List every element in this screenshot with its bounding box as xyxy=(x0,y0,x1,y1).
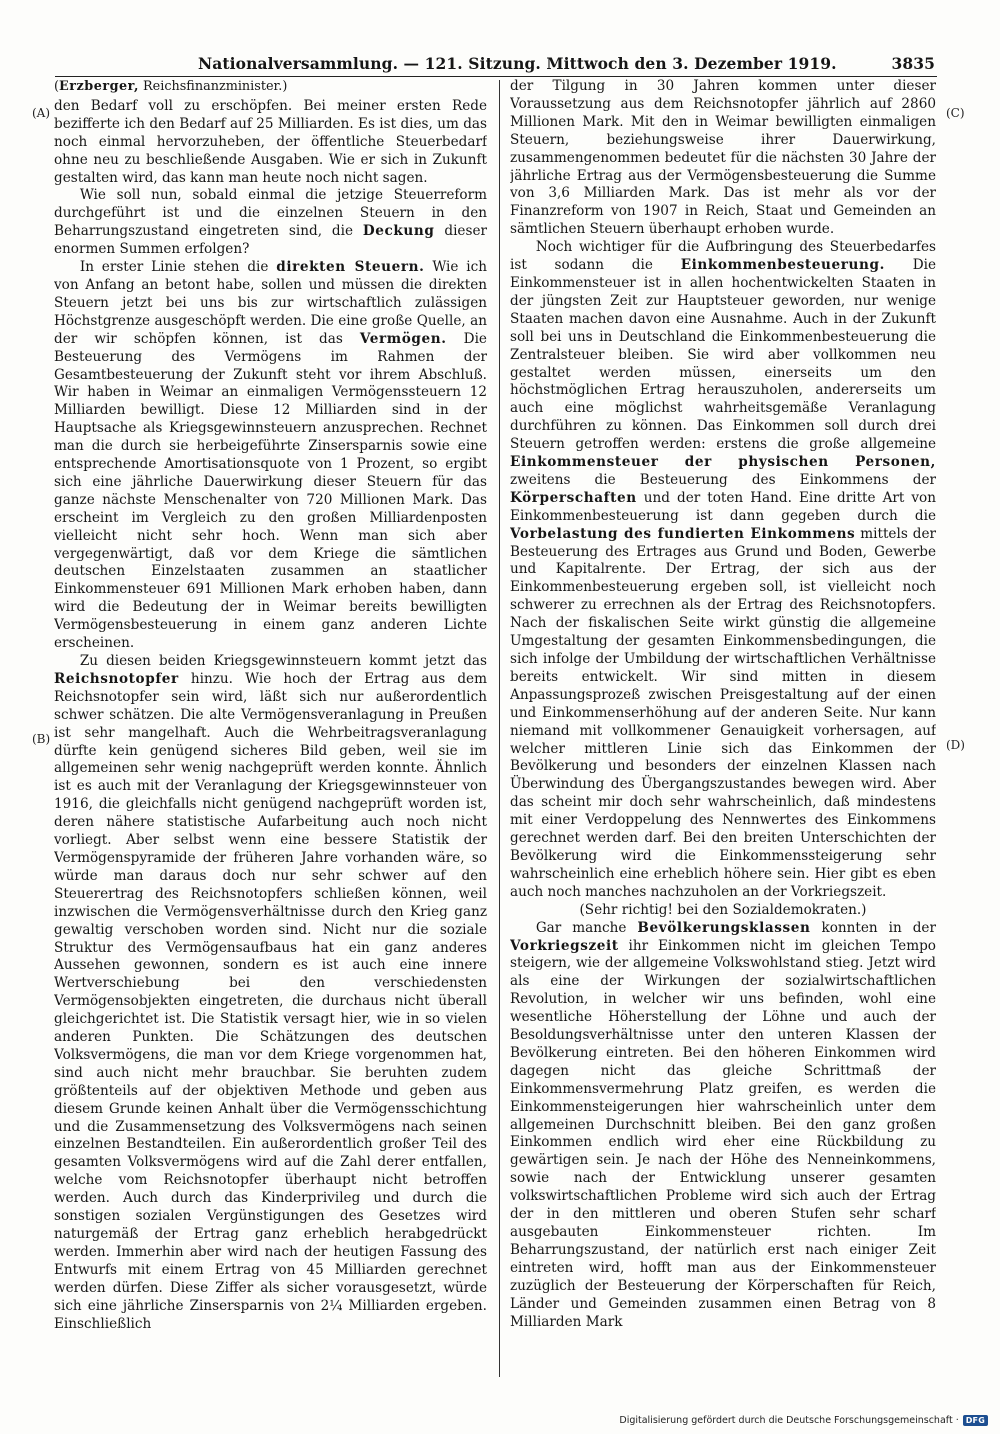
left-column xyxy=(54,78,487,1381)
header-rule xyxy=(55,76,937,77)
margin-marker-d: (D) xyxy=(946,738,965,752)
dfg-logo: DFG xyxy=(963,1415,988,1426)
page-header xyxy=(190,54,935,76)
emphasis: Bevölkerungsklassen xyxy=(637,919,811,936)
emphasis: Deckung xyxy=(362,223,435,240)
right-column xyxy=(510,78,936,1381)
paragraph: Gar manche Bevölkerungsklassen konnten in der Vorkriegszeit ihr Einkommen nicht im gleichen Tempo steigern, wie der allgemeine Volkswohlstand stieg. Jetzt wird als eine der Wirkungen der sozialwirtschaftlichen Revolution, in welcher wir uns befinden, wohl eine wesentliche Höherstellung der Löhne und auch der Besoldungsverhältnisse unter den unteren Klassen der Bevölkerung eintreten. Bei den höheren Einkommen wird dagegen nicht das gleiche Schrittmaß der Einkommensvermehrung Platz greifen, es werden die Einkommensteigerungen hier wahrscheinlich unter dem allgemeinen Durchschnitt bleiben. Bei den ganz großen Einkommen endlich wird eher eine Rückbildung zu gewärtigen sein. Je nach der Höhe des Nenneinkommens, sowie nach der Entwicklung unserer gesamten volkswirtschaftlichen Probleme wird sich auch der Ertrag der in den mittleren und oberen Stufen sehr scharf ausgebauten Einkommensteuer richten. Im Beharrungszustand, der natürlich erst nach einiger Zeit eintreten wird, hofft man aus der Einkommensteuer zuzüglich der Besteuerung der Körperschaften für Reich, Länder und Gemeinden zusammen einen Betrag von 8 Milliarden Mark xyxy=(510,919,936,1330)
paragraph: den Bedarf voll zu erschöpfen. Bei meiner ersten Rede bezifferte ich den Bedarf auf 25 Milliarden. Es ist dies, um das noch einmal hervorzuheben, der öffentliche Steuerbedarf ohne neu zu beschließende Ausgaben. Wie er sich in Zukunft gestalten wird, das kann man heute noch nicht sagen. xyxy=(54,97,487,186)
column-divider xyxy=(499,80,500,1377)
paragraph: In erster Linie stehen die direkten Steuern. Wie ich von Anfang an betont habe, sollen und müssen die direkten Steuern jetzt bei uns bis zur wirtschaftlich zulässigen Höchstgrenze ausgeschöpft werden. Die eine große Quelle, an der wir schöpfen können, ist das Vermögen. Die Besteuerung des Vermögens im Rahmen der Gesamtbesteuerung der Zukunft steht vor ihrem Abschluß. Wir haben in Weimar an einmaligen Vermögenssteuern 12 Milliarden bewilligt. Diese 12 Milliarden sind in der Hauptsache als Kriegsgewinnsteuern anzusprechen. Rechnet man die durch sie herbeigeführte Zinsersparnis sowie eine entsprechende Amortisationsquote von 1 Prozent, so ergibt sich eine jährliche Dauerwirkung dieser Steuern für das ganze nächste Menschenalter von 720 Millionen Mark. Das erscheint im Vergleich zu den großen Milliardenposten vielleicht nicht sehr hoch. Wenn man sich aber vergegenwärtigt, daß vor dem Kriege die sämtlichen deutschen Einzelstaaten zusammen an staatlicher Einkommensteuer 691 Millionen Mark erhoben haben, dann wird die Bedeutung der in Weimar bereits bewilligten Vermögensbesteuerung in einem ganz anderen Lichte erscheinen. xyxy=(54,259,487,652)
speaker-name: Erzberger, xyxy=(59,79,139,94)
emphasis: direkten Steuern. xyxy=(276,259,425,276)
paragraph: Zu diesen beiden Kriegsgewinnsteuern kommt jetzt das Reichsnotopfer hinzu. Wie hoch der Ertrag aus dem Reichsnotopfer sein wird, läßt sich nur außerordentlich schwer schätzen. Die alte Vermögensveranlagung in Preußen ist sehr mangelhaft. Auch die Wehrbeitragsveranlagung dürfte kein genügend sicheres Bild geben, weil sie im allgemeinen sehr wenig nachgeprüft werden konnte. Ähnlich ist es auch mit der Veranlagung der Kriegsgewinnsteuer von 1916, die gleichfalls nicht genügend nachgeprüft worden ist, deren nähere statistische Aufarbeitung auch noch nicht vorliegt. Aber selbst wenn eine bessere Statistik der Vermögenspyramide der früheren Jahre vorhanden wäre, so würde man daraus doch nur sehr schwer auf den Steuerertrag des Reichsnotopfers schließen können, weil inzwischen die Vermögensverhältnisse durch den Krieg ganz gewaltig verschoben worden sind. Nicht nur die soziale Struktur des Vermögensaufbaus hat ein ganz anderes Aussehen gewonnen, sondern es ist auch eine innere Wertverschiebung bei den verschiedensten Vermögensobjekten eingetreten, die durchaus nicht überall gleichgerichtet ist. Die Statistik versagt hier, wie in so vielen anderen Punkten. Die Schätzungen des deutschen Volksvermögens, die man vor dem Kriege vorgenommen hat, sind auch nicht mehr brauchbar. Sie beruhten zudem größtenteils auf der objektiven Methode und geben aus diesem Grunde keinen Anhalt über die Vermögensschichtung und die Zusammensetzung des Volksvermögens nach seinen einzelnen Bestandteilen. Ein außerordentlich großer Teil des gesamten Volksvermögens wird auf die Zahl derer entfallen, welche vom Reichsnotopfer überhaupt nicht betroffen werden. Auch durch das Kinderprivileg und durch die sonstigen sozialen Vergünstigungen des Gesetzes wird naturgemäß der Ertrag ganz erheblich herabgedrückt werden. Immerhin aber wird nach der heutigen Fassung des Entwurfs mit einem Ertrag von 45 Milliarden gerechnet werden dürfen. Diese Ziffer als sicher vorausgesetzt, würde sich eine jährliche Zinsersparnis von 2¼ Milliarden ergeben. Einschließlich xyxy=(54,653,487,1332)
margin-marker-b: (B) xyxy=(32,732,51,746)
paragraph: der Tilgung in 30 Jahren kommen unter dieser Voraussetzung aus dem Reichsnotopfer jährlich auf 2860 Millionen Mark. Mit den in Weimar bewilligten einmaligen Steuern, beziehungsweise ihrer Dauerwirkung, zusammengenommen bedeutet für die nächsten 30 Jahre der jährliche Ertrag aus der Vermögensbesteuerung die Summe von 3,6 Milliarden Mark. Das ist mehr als vor der Finanzreform von 1907 in Reich, Staat und Gemeinden an sämtlichen Steuern überhaupt erhoben wurde. xyxy=(510,78,936,238)
emphasis: Körperschaften xyxy=(510,489,637,506)
emphasis: Einkommenbesteuerung. xyxy=(680,257,885,274)
emphasis: Vorkriegszeit xyxy=(510,937,619,954)
emphasis: Einkommensteuer der physischen Personen, xyxy=(510,454,936,471)
paragraph: Wie soll nun, sobald einmal die jetzige Steuerreform durchgeführt ist und die einzelnen Steuern in den Beharrungszustand eingetreten sind, die Deckung dieser enormen Summen erfolgen? xyxy=(54,187,487,258)
margin-marker-c: (C) xyxy=(946,106,965,120)
emphasis: Vermögen. xyxy=(359,330,447,347)
running-title: Nationalversammlung. — 121. Sitzung. Mittwoch den 3. Dezember 1919. xyxy=(198,54,837,73)
digitization-footer xyxy=(0,1415,988,1429)
emphasis: Vorbelastung des fundierten Einkommens xyxy=(510,525,856,542)
emphasis: Reichsnotopfer xyxy=(54,670,179,687)
page-number: 3835 xyxy=(891,54,935,73)
margin-marker-a: (A) xyxy=(32,106,51,120)
interjection: (Sehr richtig! bei den Sozialdemokraten.) xyxy=(579,901,867,918)
paragraph: Noch wichtiger für die Aufbringung des Steuerbedarfes ist sodann die Einkommenbesteuerung. Die Einkommensteuer ist in allen hochentwickelten Staaten in der jüngsten Zeit zur Hauptsteuer geworden, nur wenige Staaten machen davon eine Ausnahme. Auch in der Zukunft soll bei uns in Deutschland die Einkommenbesteuerung die Zentralsteuer bleiben. Sie wird aber vollkommen neu gestaltet werden müssen, einerseits um den höchstmöglichen Ertrag herauszuholen, andererseits um auch eine möglichst wahrheitsgemäße Veranlagung durchführen zu können. Das Einkommen soll durch drei Steuern getroffen werden: erstens die große allgemeine Einkommensteuer der physischen Personen, zweitens die Besteuerung des Einkommens der Körperschaften und der toten Hand. Eine dritte Art von Einkommenbesteuerung ist dann gegeben durch die Vorbelastung des fundierten Einkommens mittels der Besteuerung des Ertrages aus Grund und Boden, Gewerbe und Kapitalrente. Der Ertrag, der sich aus der Einkommenbesteuerung ergeben soll, ist vielleicht noch schwerer zu errechnen als der Ertrag des Reichsnotopfers. Nach der fiskalischen Seite wirkt günstig die allgemeine Umgestaltung der gesamten Einkommensbedingungen, die sich infolge der Umbildung der wirtschaftlichen Verhältnisse bereits entwickelt. Wir sind mitten in diesem Anpassungsprozeß zwischen Preisgestaltung auf der einen und Einkommenserhöhung auf der anderen Seite. Nur kann niemand mit vollkommener Genauigkeit vorhersagen, auf welcher mittleren Linie sich das Einkommen der Bevölkerung und besonders der einzelnen Klassen nach Überwindung des Übergangszustandes bewegen wird. Aber das scheint mir doch sehr wahrscheinlich, daß mindestens mit einer Verdoppelung des Nennwertes des Einkommens gerechnet werden darf. Bei den breiten Unterschichten der Bevölkerung wird die Einkommenssteigerung sehr wahrscheinlich eine erheblich höhere sein. Hier gibt es eben auch noch manches nachzuholen an der Vorkriegszeit. xyxy=(510,239,936,900)
speaker-line: (Erzberger, Reichsfinanzminister.) xyxy=(54,79,288,94)
footer-text: Digitalisierung gefördert durch die Deutsche Forschungsgemeinschaft · xyxy=(619,1415,959,1426)
speaker-role: Reichsfinanzminister. xyxy=(138,79,283,94)
